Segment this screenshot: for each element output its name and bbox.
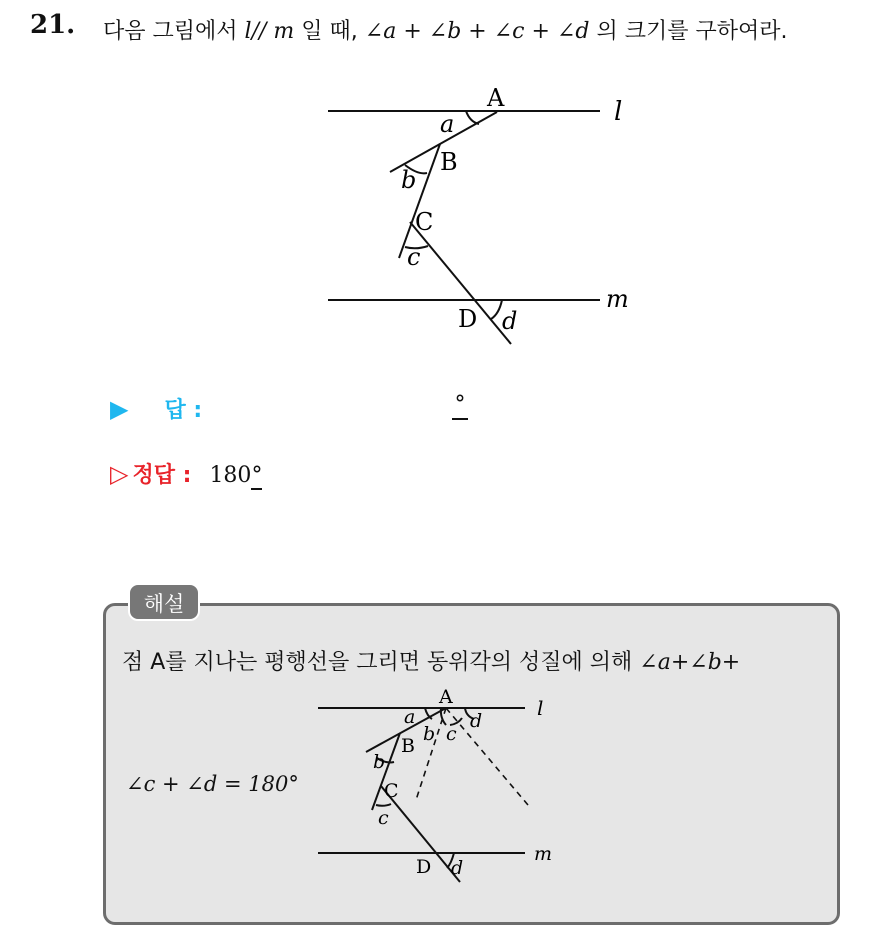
sol-label-B: B (401, 735, 415, 757)
answer-arrow-icon: ▶ (110, 395, 129, 423)
sol-label-A: A (439, 686, 453, 708)
label-b: b (401, 166, 417, 194)
sol-arc-c-lower (376, 804, 391, 806)
angle-expression: ∠a + ∠b + ∠c + ∠d (364, 19, 590, 44)
label-D: D (458, 305, 478, 333)
label-c: c (407, 243, 421, 271)
solution-tag: 해설 (128, 583, 200, 621)
answer-label: 답 : (164, 398, 203, 423)
solution-line-1: 점 A를 지나는 평행선을 그리면 동위각의 성질에 의해 ∠a+∠b+ (122, 650, 741, 675)
label-m: m (606, 285, 629, 313)
sol-label-d: d (451, 857, 464, 879)
sol-arc-a (425, 708, 432, 719)
label-l: l (614, 97, 623, 127)
label-a: a (440, 110, 455, 138)
solution-line-2: ∠c + ∠d = 180° (126, 772, 299, 796)
line-m-symbol: m (273, 19, 295, 44)
label-C: C (415, 208, 434, 236)
sol-label-a: a (404, 706, 416, 728)
sol-label-b-top: b (423, 723, 436, 745)
question-number: 21. (30, 10, 76, 40)
sol-label-c: c (378, 807, 389, 829)
sol-label-b: b (373, 751, 386, 773)
answer-input-blank[interactable]: ° (452, 392, 468, 420)
correct-label: 정답 : (132, 463, 192, 488)
label-B: B (440, 148, 458, 176)
correct-value: 180° (209, 463, 263, 488)
sol-label-m: m (534, 843, 553, 865)
sol-label-l: l (537, 696, 544, 720)
correct-arrow-icon: ▷ (110, 460, 129, 488)
sol-label-c-top: c (446, 723, 457, 745)
sol-label-d-top: d (470, 710, 483, 732)
label-A: A (487, 84, 505, 112)
line-l-symbol: l (244, 19, 252, 44)
question-middle: 일 때, (301, 19, 358, 44)
label-d: d (502, 307, 518, 335)
sol-label-C: C (384, 780, 399, 802)
question-prefix: 다음 그림에서 (103, 19, 238, 44)
parallel-symbol: // (251, 19, 267, 44)
question-suffix: 의 크기를 구하여라. (596, 19, 788, 44)
sol-label-D: D (416, 856, 432, 878)
